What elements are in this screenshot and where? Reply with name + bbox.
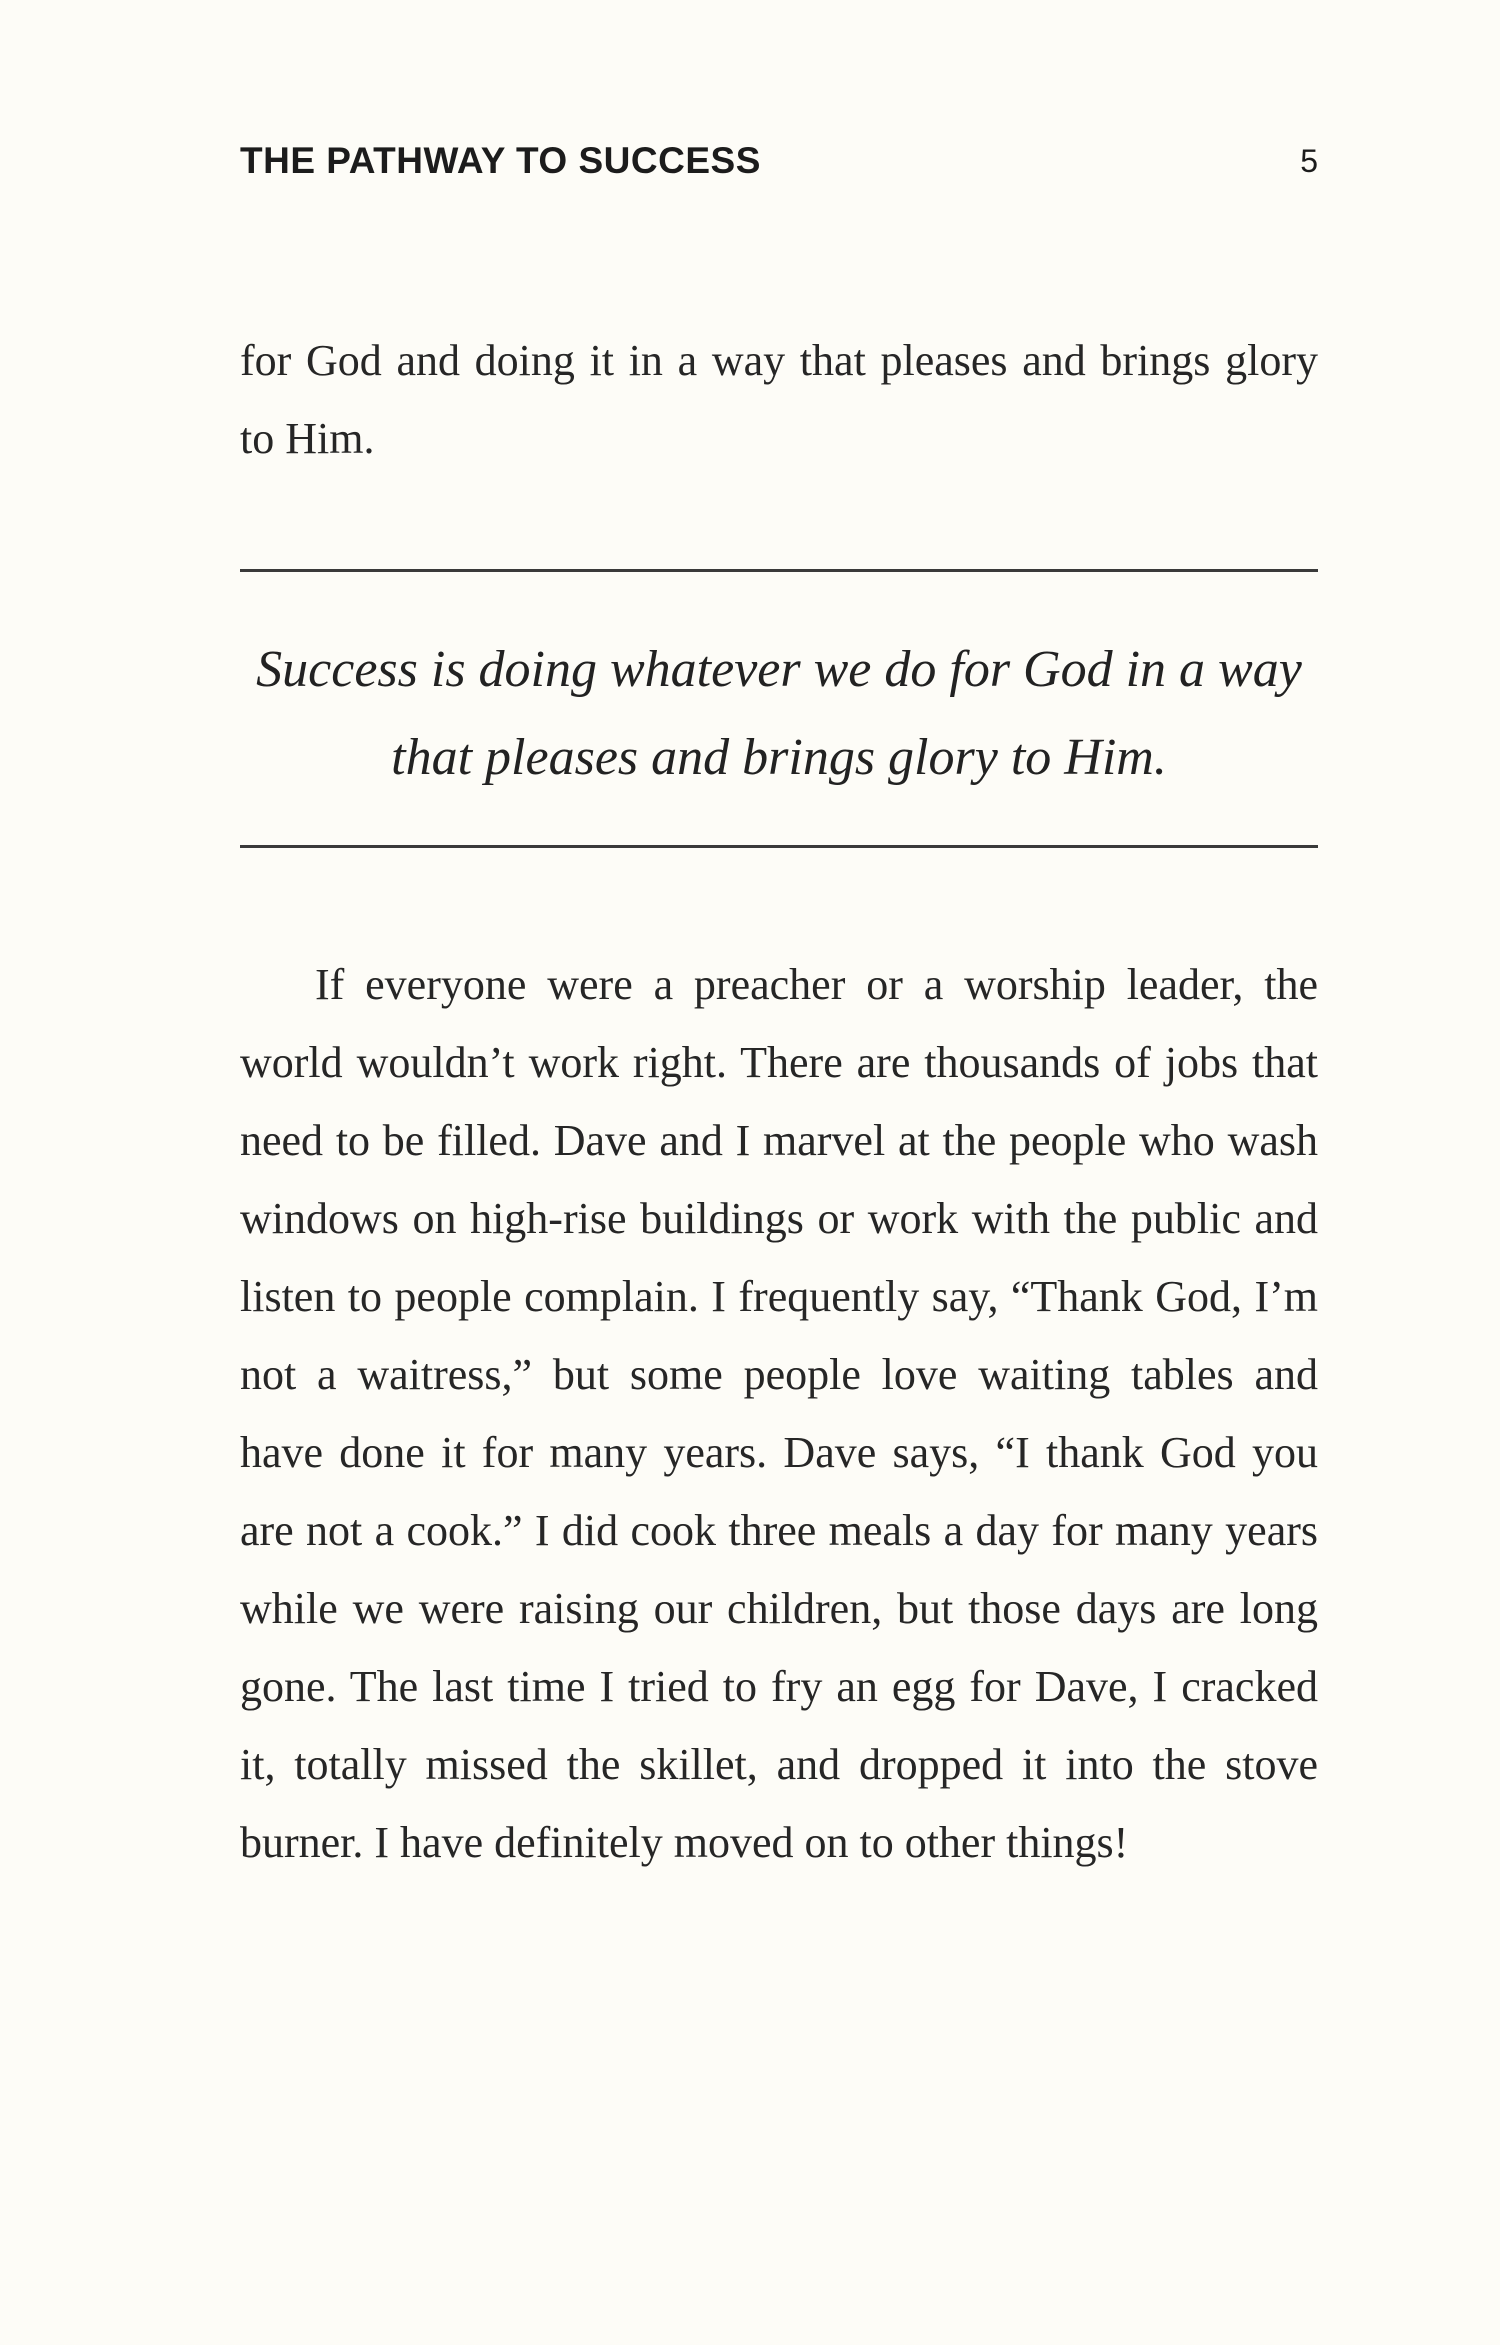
running-header (240, 135, 1318, 195)
body-paragraph: If everyone were a preacher or a worship leader, the world wouldn’t work right. There are thousands of jobs that need to be filled. Dave and I marvel at the people who wash windows on high-rise buildings or work with the public and listen to people complain. I frequently say, “Thank God, I’m not a waitress,” but some people love waiting tables and have done it for many years. Dave says, “I thank God you are not a cook.” I did cook three meals a day for many years while we were raising our children, but those days are long gone. The last time I tried to fry an egg for Dave, I cracked it, totally missed the skillet, and dropped it into the stove burner. I have definitely moved on to other things! (240, 960, 1318, 1867)
continued-paragraph: for God and doing it in a way that pleases and brings glory to Him. (240, 336, 1318, 463)
pull-quote-top-rule (240, 569, 1318, 572)
pull-quote-bottom-rule (240, 845, 1318, 848)
running-title: THE PATHWAY TO SUCCESS (240, 140, 761, 181)
pull-quote: Success is doing whatever we do for God in a way that pleases and brings glory to Him. (256, 641, 1302, 786)
page-number: 5 (1300, 143, 1318, 179)
